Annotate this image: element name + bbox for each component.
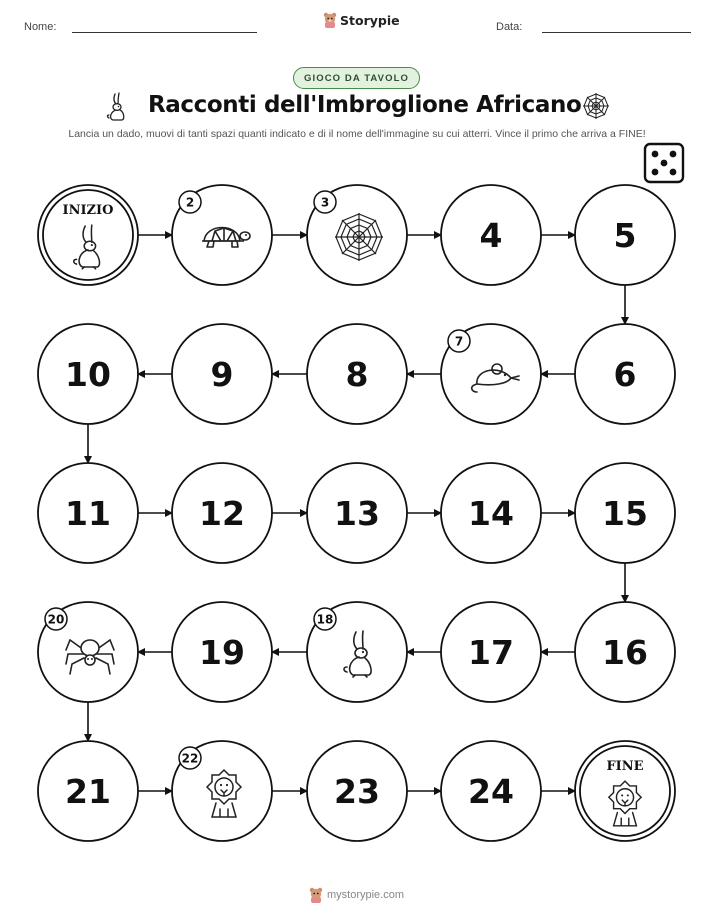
space-number: 17: [468, 633, 514, 672]
board-space-1: [38, 185, 138, 285]
board-space-4: [441, 185, 541, 285]
category-badge: GIOCO DA TAVOLO: [293, 67, 420, 89]
footer-url: mystorypie.com: [327, 889, 405, 901]
space-number: 22: [181, 751, 199, 766]
board-space-15: [575, 463, 675, 563]
space-number: 6: [613, 355, 637, 394]
bear-icon: [309, 887, 323, 903]
page-title: Racconti dell'Imbroglione Africano: [148, 92, 582, 118]
space-number: 14: [468, 494, 514, 533]
space-number: 16: [602, 633, 648, 672]
board-space-6: [575, 324, 675, 424]
space-number: 12: [199, 494, 245, 533]
space-number: 7: [454, 334, 464, 349]
board-space-23: [307, 741, 407, 841]
board-space-22: [172, 741, 272, 841]
space-number: 10: [65, 355, 111, 394]
board-space-10: [38, 324, 138, 424]
board-space-20: [38, 602, 138, 702]
board-space-21: [38, 741, 138, 841]
board-space-3: [307, 185, 407, 285]
board-spaces: [38, 185, 675, 841]
space-number: 15: [602, 494, 648, 533]
name-label: Nome:: [24, 21, 57, 33]
board-space-14: [441, 463, 541, 563]
space-number: 5: [613, 216, 637, 255]
brand-name: Storypie: [340, 12, 400, 28]
board-space-18: [307, 602, 407, 702]
space-number: 23: [334, 772, 380, 811]
board-space-8: [307, 324, 407, 424]
space-number: 19: [199, 633, 245, 672]
space-number: 24: [468, 772, 514, 811]
board-space-12: [172, 463, 272, 563]
space-number: 18: [316, 612, 334, 627]
board-space-16: [575, 602, 675, 702]
spider-web-icon: [335, 213, 383, 261]
board-space-19: [172, 602, 272, 702]
space-label: FINE: [606, 759, 644, 774]
board-space-24: [441, 741, 541, 841]
space-number: 9: [210, 355, 234, 394]
date-label: Data:: [496, 21, 523, 33]
space-number: 20: [47, 612, 65, 627]
instructions-text: Lancia un dado, muovi di tanti spazi quanti indicato e di il nome dell'immagine su cui atterri. Vince il primo che arriva a FINE!: [68, 128, 646, 140]
footer: [309, 887, 404, 903]
space-number: 2: [185, 195, 195, 210]
board-space-5: [575, 185, 675, 285]
board-space-9: [172, 324, 272, 424]
board-space-25: [575, 741, 675, 841]
space-number: 3: [320, 195, 330, 210]
board-space-2: [172, 185, 272, 285]
space-number: 11: [65, 494, 111, 533]
space-number: 21: [65, 772, 111, 811]
space-number: 8: [345, 355, 369, 394]
board-space-17: [441, 602, 541, 702]
board-space-7: [441, 324, 541, 424]
board-space-11: [38, 463, 138, 563]
space-number: 13: [334, 494, 380, 533]
space-label: INIZIO: [62, 203, 114, 218]
space-number: 4: [479, 216, 503, 255]
board-space-13: [307, 463, 407, 563]
